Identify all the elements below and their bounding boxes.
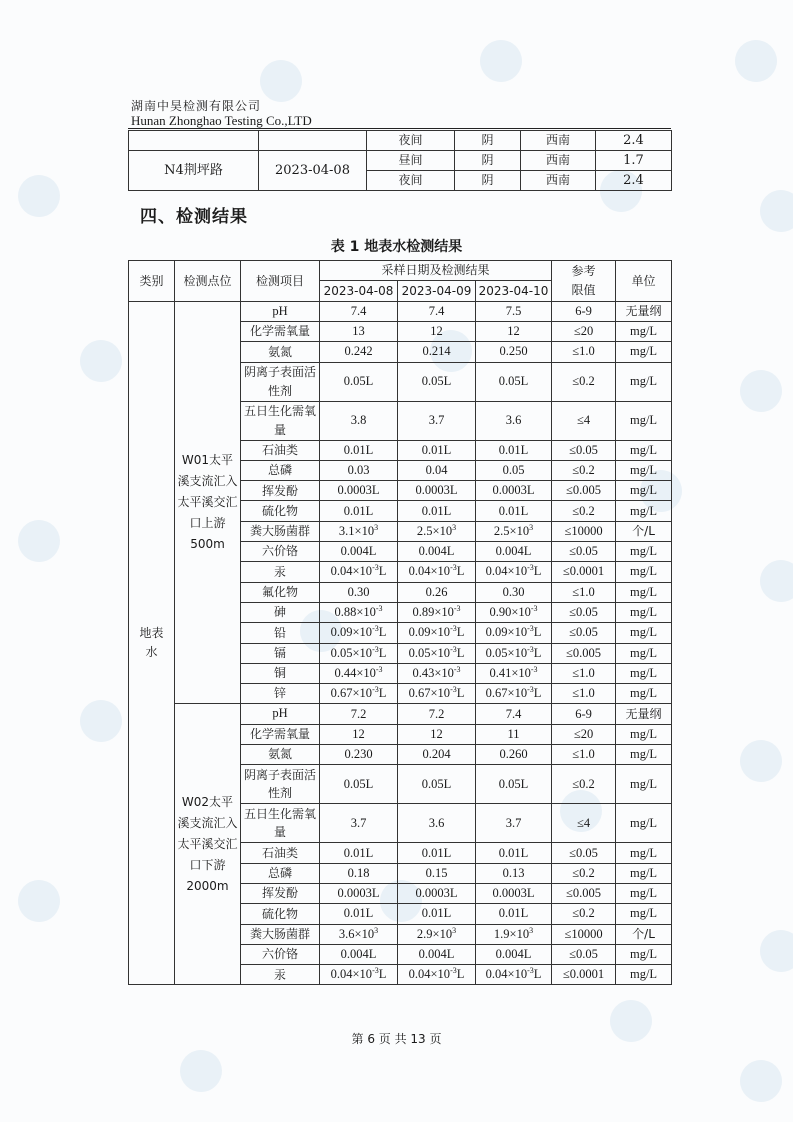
value-cell: 0.204 xyxy=(398,745,476,765)
weather-location-cell-empty xyxy=(129,131,259,151)
item-cell: 六价铬 xyxy=(241,944,320,964)
value-cell: 3.7 xyxy=(320,804,398,843)
limit-cell: ≤20 xyxy=(552,724,616,744)
value-cell: 0.214 xyxy=(398,342,476,362)
weather-wind-direction: 西南 xyxy=(521,171,596,191)
limit-cell: ≤0.005 xyxy=(552,643,616,663)
value-cell: 3.8 xyxy=(320,401,398,440)
results-header-row-1 xyxy=(129,261,672,281)
item-cell: 石油类 xyxy=(241,843,320,863)
value-cell: $0.88\times 10^{-3}$ xyxy=(320,602,398,622)
watermark-stamp xyxy=(752,182,793,240)
point-cell: W01太平溪支流汇入太平溪交汇口上游500m xyxy=(175,301,241,704)
value-cell: $0.05\times 10^{-3}L$ xyxy=(476,643,552,663)
value-cell: 7.4 xyxy=(320,301,398,321)
value-cell: $3.1\times 10^3$ xyxy=(320,521,398,541)
limit-cell: ≤1.0 xyxy=(552,663,616,683)
unit-cell: mg/L xyxy=(616,863,672,883)
unit-cell: mg/L xyxy=(616,904,672,924)
value-cell: 0.004L xyxy=(398,542,476,562)
value-cell: $0.90\times 10^{-3}$ xyxy=(476,602,552,622)
weather-condition: 阴 xyxy=(455,131,521,151)
limit-cell: ≤0.2 xyxy=(552,501,616,521)
value-cell: 0.05L xyxy=(476,362,552,401)
item-cell: 化学需氧量 xyxy=(241,724,320,744)
value-cell: 0.01L xyxy=(476,843,552,863)
value-cell: 3.7 xyxy=(398,401,476,440)
value-cell: 0.13 xyxy=(476,863,552,883)
value-cell: $0.04\times 10^{-3}L$ xyxy=(476,965,552,985)
unit-cell: mg/L xyxy=(616,643,672,663)
value-cell: 7.2 xyxy=(398,704,476,724)
limit-cell: ≤4 xyxy=(552,401,616,440)
value-cell: 0.05L xyxy=(398,362,476,401)
limit-cell: ≤0.0001 xyxy=(552,562,616,582)
value-cell: 7.5 xyxy=(476,301,552,321)
item-cell: 锌 xyxy=(241,684,320,704)
value-cell: $0.09\times 10^{-3}L$ xyxy=(320,623,398,643)
results-table xyxy=(128,260,672,985)
limit-cell: ≤0.05 xyxy=(552,602,616,622)
limit-cell: ≤0.2 xyxy=(552,460,616,480)
value-cell: $0.67\times 10^{-3}L$ xyxy=(320,684,398,704)
unit-cell: 无量纲 xyxy=(616,301,672,321)
watermark-stamp xyxy=(727,32,785,90)
value-cell: 0.0003L xyxy=(398,883,476,903)
limit-cell: ≤0.005 xyxy=(552,883,616,903)
unit-cell: mg/L xyxy=(616,481,672,501)
unit-cell: mg/L xyxy=(616,342,672,362)
value-cell: 0.15 xyxy=(398,863,476,883)
item-cell: 粪大肠菌群 xyxy=(241,521,320,541)
watermark-stamp xyxy=(10,512,68,570)
value-cell: $0.41\times 10^{-3}$ xyxy=(476,663,552,683)
table-row xyxy=(129,704,672,724)
value-cell: 3.6 xyxy=(398,804,476,843)
item-cell: 汞 xyxy=(241,562,320,582)
value-cell: 0.242 xyxy=(320,342,398,362)
value-cell: 0.30 xyxy=(476,582,552,602)
limit-cell: ≤0.05 xyxy=(552,623,616,643)
value-cell: $1.9\times 10^3$ xyxy=(476,924,552,944)
unit-cell: mg/L xyxy=(616,883,672,903)
value-cell: $0.04\times 10^{-3}L$ xyxy=(476,562,552,582)
value-cell: 0.05L xyxy=(398,765,476,804)
header-rule xyxy=(128,128,671,129)
value-cell: 0.004L xyxy=(320,542,398,562)
value-cell: 0.250 xyxy=(476,342,552,362)
header-unit: 单位 xyxy=(616,261,672,302)
item-cell: 氟化物 xyxy=(241,582,320,602)
header-item: 检测项目 xyxy=(241,261,320,302)
section-title: 四、检测结果 xyxy=(140,207,248,227)
unit-cell: mg/L xyxy=(616,542,672,562)
weather-row xyxy=(129,151,672,171)
item-cell: 粪大肠菌群 xyxy=(241,924,320,944)
value-cell: 0.004L xyxy=(476,944,552,964)
weather-period: 夜间 xyxy=(367,131,455,151)
item-cell: 铜 xyxy=(241,663,320,683)
unit-cell: 无量纲 xyxy=(616,704,672,724)
item-cell: 硫化物 xyxy=(241,904,320,924)
unit-cell: mg/L xyxy=(616,843,672,863)
value-cell: $0.09\times 10^{-3}L$ xyxy=(398,623,476,643)
weather-wind-direction: 西南 xyxy=(521,151,596,171)
point-cell: W02太平溪支流汇入太平溪交汇口下游2000m xyxy=(175,704,241,985)
header-point: 检测点位 xyxy=(175,261,241,302)
limit-cell: ≤0.2 xyxy=(552,904,616,924)
weather-wind-speed: 2.4 xyxy=(596,131,672,151)
weather-condition: 阴 xyxy=(455,151,521,171)
unit-cell: mg/L xyxy=(616,401,672,440)
value-cell: $0.43\times 10^{-3}$ xyxy=(398,663,476,683)
watermark-stamp xyxy=(172,1042,230,1100)
value-cell: $0.05\times 10^{-3}L$ xyxy=(398,643,476,663)
value-cell: $2.5\times 10^3$ xyxy=(398,521,476,541)
unit-cell: mg/L xyxy=(616,501,672,521)
value-cell: $0.04\times 10^{-3}L$ xyxy=(398,562,476,582)
value-cell: 3.6 xyxy=(476,401,552,440)
value-cell: 0.004L xyxy=(398,944,476,964)
value-cell: 0.01L xyxy=(398,843,476,863)
weather-condition: 阴 xyxy=(455,171,521,191)
value-cell: 0.0003L xyxy=(320,481,398,501)
unit-cell: mg/L xyxy=(616,765,672,804)
value-cell: 0.01L xyxy=(320,843,398,863)
weather-date: 2023-04-08 xyxy=(259,151,367,191)
value-cell: $0.67\times 10^{-3}L$ xyxy=(476,684,552,704)
value-cell: 0.260 xyxy=(476,745,552,765)
weather-wind-speed: 2.4 xyxy=(596,171,672,191)
watermark-stamp xyxy=(72,332,130,390)
value-cell: 13 xyxy=(320,321,398,341)
item-cell: 挥发酚 xyxy=(241,481,320,501)
value-cell: 0.01L xyxy=(320,501,398,521)
item-cell: 总磷 xyxy=(241,863,320,883)
item-cell: 化学需氧量 xyxy=(241,321,320,341)
item-cell: 铅 xyxy=(241,623,320,643)
item-cell: 六价铬 xyxy=(241,542,320,562)
limit-cell: ≤0.05 xyxy=(552,843,616,863)
limit-cell: ≤10000 xyxy=(552,924,616,944)
watermark-stamp xyxy=(472,32,530,90)
limit-cell: ≤0.2 xyxy=(552,765,616,804)
value-cell: 0.01L xyxy=(320,904,398,924)
watermark-stamp xyxy=(732,732,790,790)
item-cell: pH xyxy=(241,704,320,724)
category-cell: 地表水 xyxy=(129,301,175,985)
value-cell: 7.2 xyxy=(320,704,398,724)
unit-cell: 个/L xyxy=(616,924,672,944)
value-cell: $0.09\times 10^{-3}L$ xyxy=(476,623,552,643)
limit-cell: ≤0.05 xyxy=(552,440,616,460)
header-date-2: 2023-04-09 xyxy=(398,281,476,301)
item-cell: pH xyxy=(241,301,320,321)
limit-cell: ≤1.0 xyxy=(552,342,616,362)
value-cell: 0.05 xyxy=(476,460,552,480)
value-cell: 0.0003L xyxy=(476,481,552,501)
value-cell: $0.05\times 10^{-3}L$ xyxy=(320,643,398,663)
value-cell: 0.01L xyxy=(398,501,476,521)
value-cell: $0.04\times 10^{-3}L$ xyxy=(320,965,398,985)
weather-location: N4荆坪路 xyxy=(129,151,259,191)
value-cell: $0.89\times 10^{-3}$ xyxy=(398,602,476,622)
company-name-en: Hunan Zhonghao Testing Co.,LTD xyxy=(131,113,312,128)
item-cell: 石油类 xyxy=(241,440,320,460)
value-cell: 0.18 xyxy=(320,863,398,883)
item-cell: 五日生化需氧量 xyxy=(241,804,320,843)
weather-wind-direction: 西南 xyxy=(521,131,596,151)
value-cell: 0.01L xyxy=(476,501,552,521)
value-cell: $3.6\times 10^3$ xyxy=(320,924,398,944)
table-caption: 表 1 地表水检测结果 xyxy=(330,239,463,255)
header-limit: 参考限值 xyxy=(552,261,616,302)
item-cell: 硫化物 xyxy=(241,501,320,521)
item-cell: 氨氮 xyxy=(241,342,320,362)
header-category: 类别 xyxy=(129,261,175,302)
item-cell: 镉 xyxy=(241,643,320,663)
watermark-stamp xyxy=(732,362,790,420)
value-cell: 0.01L xyxy=(476,440,552,460)
page-footer: 第 6 页 共 13 页 xyxy=(351,1032,442,1046)
unit-cell: mg/L xyxy=(616,745,672,765)
value-cell: 12 xyxy=(398,321,476,341)
value-cell: 0.05L xyxy=(320,362,398,401)
header-date-3: 2023-04-10 xyxy=(476,281,552,301)
watermark-stamp xyxy=(10,167,68,225)
table-row xyxy=(129,301,672,321)
value-cell: $0.44\times 10^{-3}$ xyxy=(320,663,398,683)
weather-period: 夜间 xyxy=(367,171,455,191)
value-cell: $2.9\times 10^3$ xyxy=(398,924,476,944)
unit-cell: 个/L xyxy=(616,521,672,541)
value-cell: 0.30 xyxy=(320,582,398,602)
value-cell: 0.01L xyxy=(320,440,398,460)
limit-cell: ≤0.2 xyxy=(552,362,616,401)
limit-cell: ≤0.2 xyxy=(552,863,616,883)
value-cell: 7.4 xyxy=(398,301,476,321)
limit-cell: ≤20 xyxy=(552,321,616,341)
header-date-1: 2023-04-08 xyxy=(320,281,398,301)
item-cell: 挥发酚 xyxy=(241,883,320,903)
limit-cell: ≤0.0001 xyxy=(552,965,616,985)
weather-wind-speed: 1.7 xyxy=(596,151,672,171)
limit-cell: ≤4 xyxy=(552,804,616,843)
value-cell: 0.230 xyxy=(320,745,398,765)
value-cell: 0.01L xyxy=(398,904,476,924)
value-cell: 0.0003L xyxy=(398,481,476,501)
value-cell: 11 xyxy=(476,724,552,744)
unit-cell: mg/L xyxy=(616,602,672,622)
value-cell: 12 xyxy=(320,724,398,744)
unit-cell: mg/L xyxy=(616,724,672,744)
watermark-stamp xyxy=(752,922,793,980)
value-cell: 0.01L xyxy=(398,440,476,460)
unit-cell: mg/L xyxy=(616,804,672,843)
value-cell: 0.05L xyxy=(476,765,552,804)
value-cell: $0.04\times 10^{-3}L$ xyxy=(320,562,398,582)
limit-cell: ≤0.05 xyxy=(552,944,616,964)
limit-cell: ≤1.0 xyxy=(552,745,616,765)
value-cell: 0.26 xyxy=(398,582,476,602)
limit-cell: ≤0.005 xyxy=(552,481,616,501)
limit-cell: ≤10000 xyxy=(552,521,616,541)
value-cell: 3.7 xyxy=(476,804,552,843)
weather-row xyxy=(129,131,672,151)
value-cell: 0.0003L xyxy=(320,883,398,903)
item-cell: 阴离子表面活性剂 xyxy=(241,362,320,401)
value-cell: 7.4 xyxy=(476,704,552,724)
value-cell: 0.01L xyxy=(476,904,552,924)
value-cell: 0.04 xyxy=(398,460,476,480)
unit-cell: mg/L xyxy=(616,362,672,401)
watermark-stamp xyxy=(732,1052,790,1110)
company-name-cn: 湖南中昊检测有限公司 xyxy=(131,99,262,113)
unit-cell: mg/L xyxy=(616,440,672,460)
limit-cell: 6-9 xyxy=(552,704,616,724)
unit-cell: mg/L xyxy=(616,965,672,985)
limit-cell: ≤1.0 xyxy=(552,684,616,704)
item-cell: 阴离子表面活性剂 xyxy=(241,765,320,804)
watermark-stamp xyxy=(752,552,793,610)
unit-cell: mg/L xyxy=(616,684,672,704)
item-cell: 砷 xyxy=(241,602,320,622)
unit-cell: mg/L xyxy=(616,623,672,643)
weather-table xyxy=(128,130,672,191)
value-cell: 0.03 xyxy=(320,460,398,480)
header-date-group: 采样日期及检测结果 xyxy=(320,261,552,281)
unit-cell: mg/L xyxy=(616,582,672,602)
value-cell: $0.04\times 10^{-3}L$ xyxy=(398,965,476,985)
limit-cell: 6-9 xyxy=(552,301,616,321)
value-cell: 0.004L xyxy=(476,542,552,562)
item-cell: 总磷 xyxy=(241,460,320,480)
value-cell: 0.0003L xyxy=(476,883,552,903)
unit-cell: mg/L xyxy=(616,321,672,341)
unit-cell: mg/L xyxy=(616,562,672,582)
item-cell: 氨氮 xyxy=(241,745,320,765)
limit-cell: ≤0.05 xyxy=(552,542,616,562)
weather-date-cell-empty xyxy=(259,131,367,151)
watermark-stamp xyxy=(10,872,68,930)
value-cell: 12 xyxy=(398,724,476,744)
item-cell: 五日生化需氧量 xyxy=(241,401,320,440)
value-cell: 0.004L xyxy=(320,944,398,964)
unit-cell: mg/L xyxy=(616,460,672,480)
value-cell: $0.67\times 10^{-3}L$ xyxy=(398,684,476,704)
item-cell: 汞 xyxy=(241,965,320,985)
value-cell: 0.05L xyxy=(320,765,398,804)
weather-period: 昼间 xyxy=(367,151,455,171)
unit-cell: mg/L xyxy=(616,663,672,683)
value-cell: 12 xyxy=(476,321,552,341)
watermark-stamp xyxy=(72,692,130,750)
unit-cell: mg/L xyxy=(616,944,672,964)
limit-cell: ≤1.0 xyxy=(552,582,616,602)
value-cell: $2.5\times 10^3$ xyxy=(476,521,552,541)
